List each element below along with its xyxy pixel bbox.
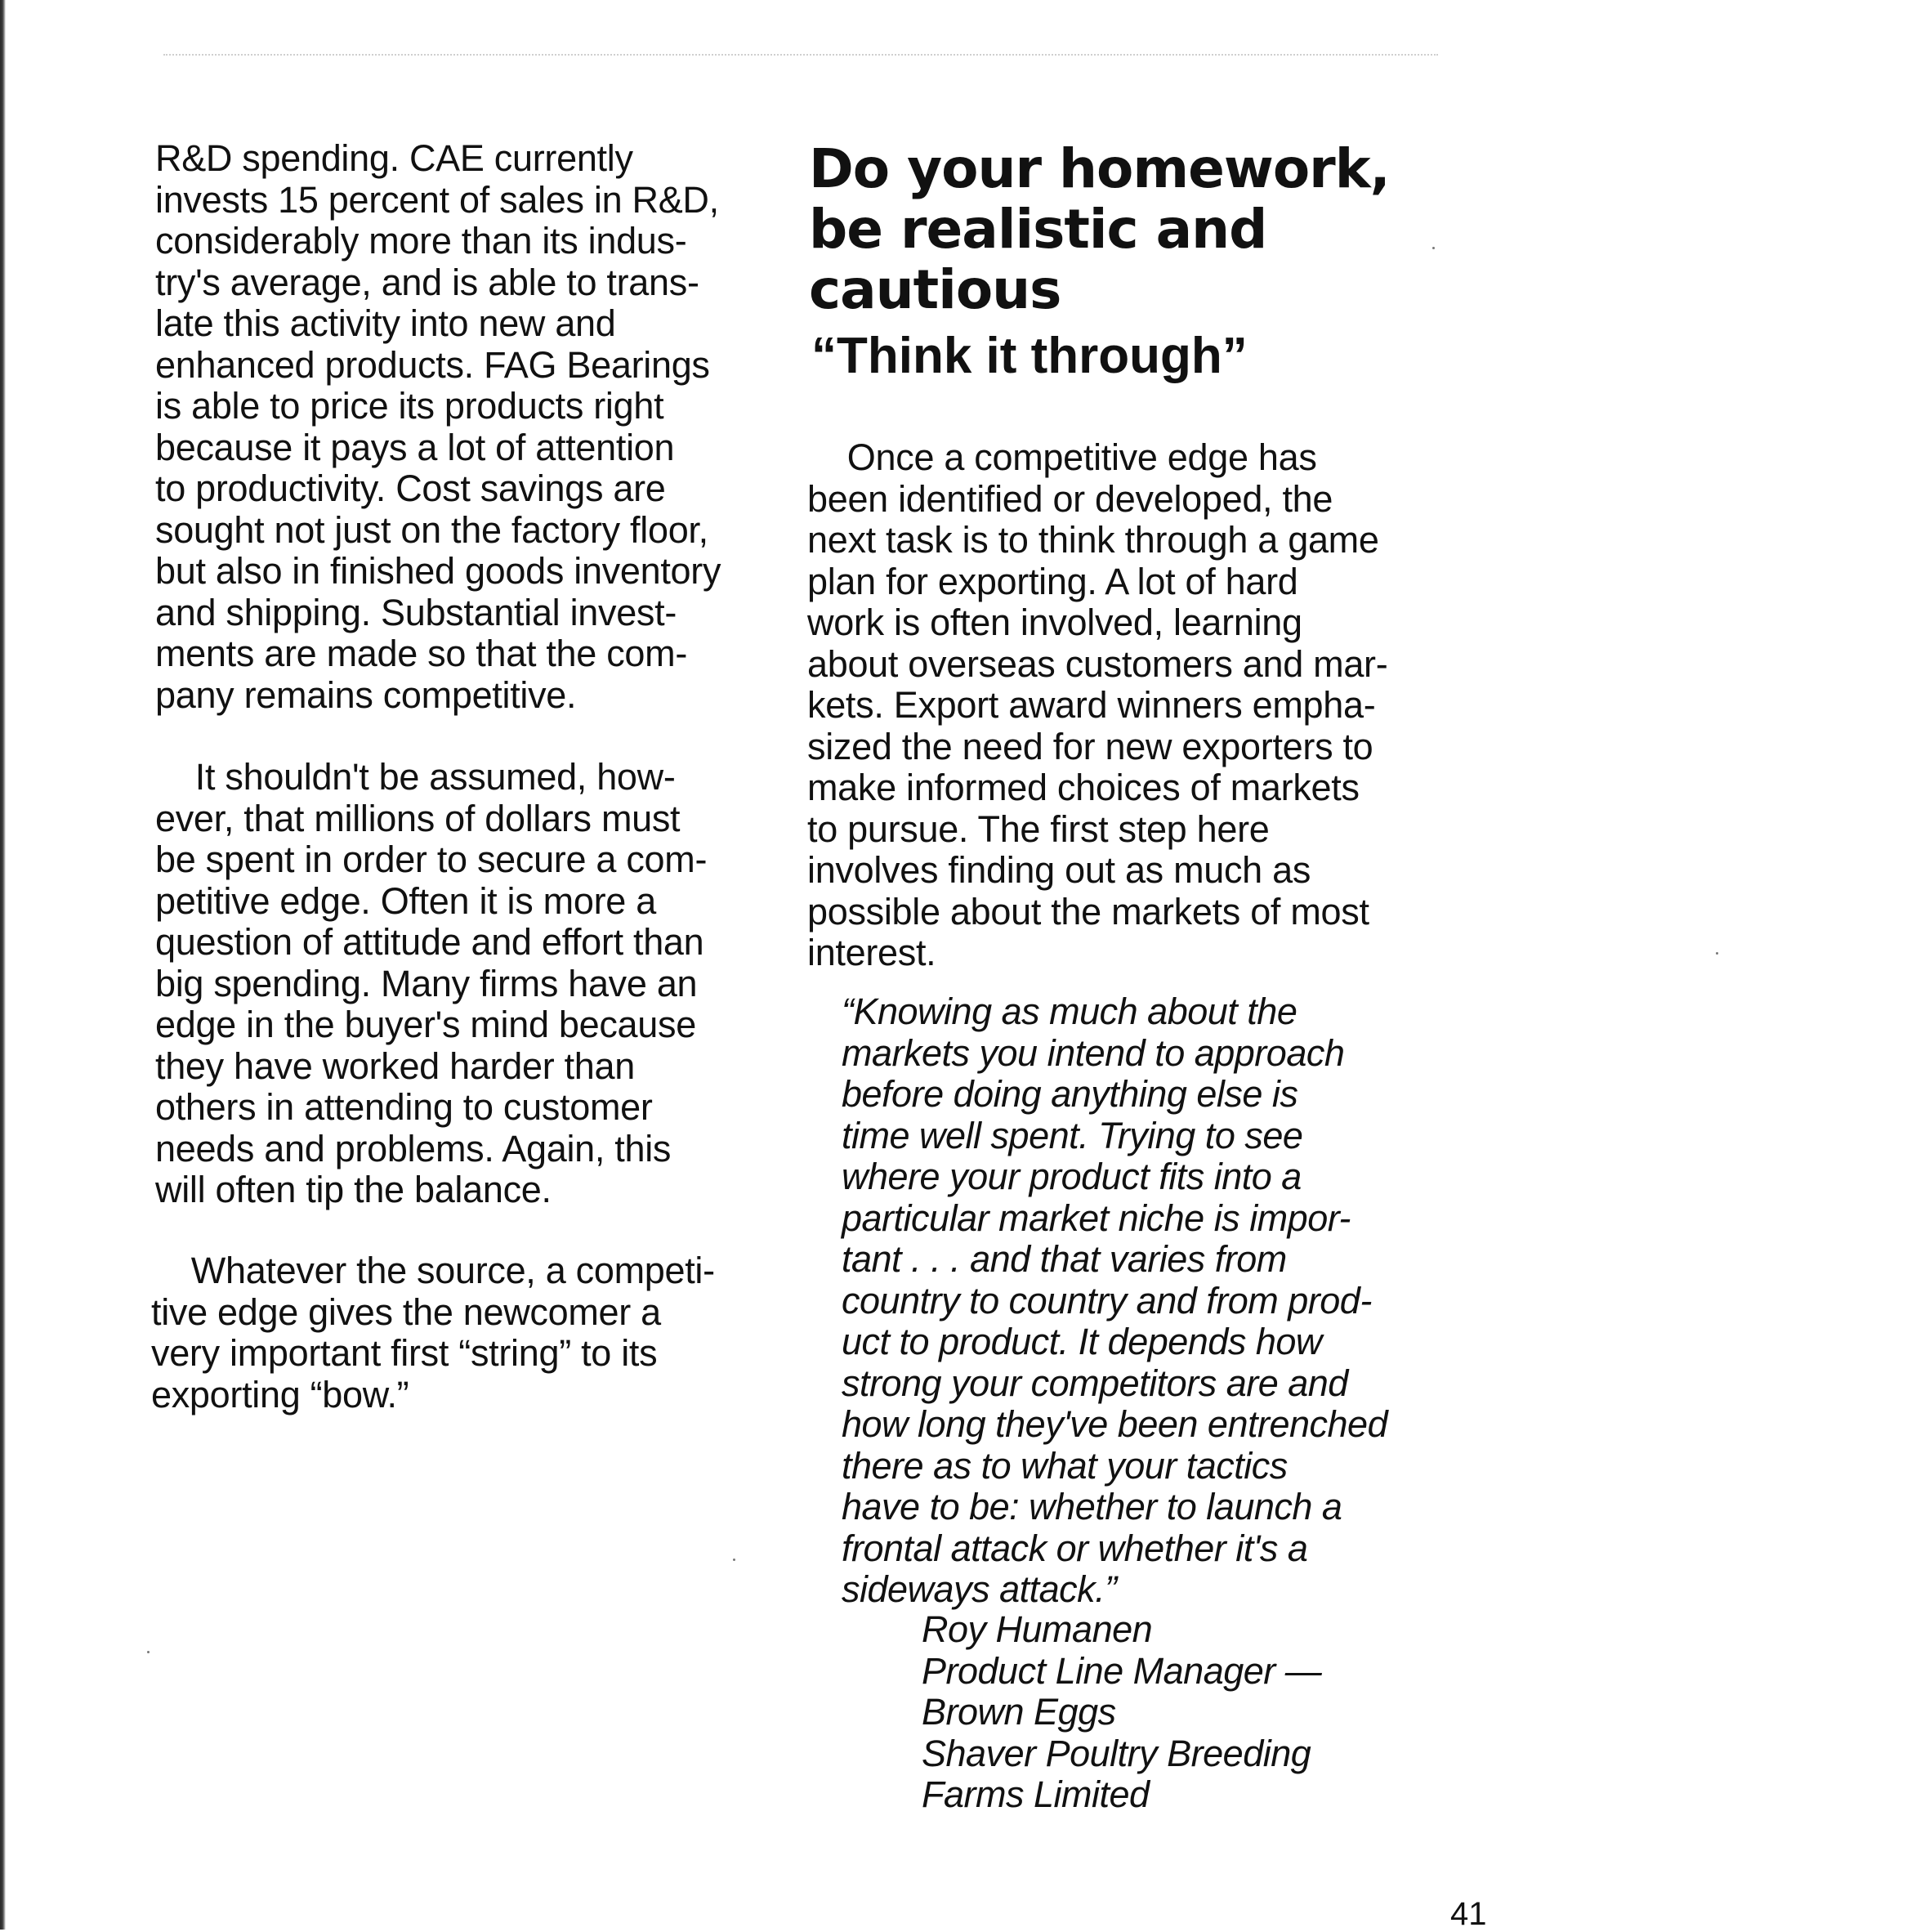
attribution-title: Product Line Manager — [922,1649,1322,1692]
left-paragraph-2: It shouldn't be assumed, how- ever, that millions of dollars must be spent in order to secure a com- petitive edge. Often it is more a question of attitude and effort than big spending. Many firms have an edge in the buyer's mind because they have worked harder than others in attending to customer needs and problems. Again, this will often tip the balance. [155,756,708,1210]
scan-speck [147,1651,150,1653]
scan-noise [163,54,1438,56]
attribution-division: Brown Eggs [922,1691,1116,1733]
right-paragraph-1: Once a competitive edge has been identified or developed, the next task is to think through a game plan for exporting. A lot of hard work is often involved, learning about overseas customers and mar- kets. Export award winners empha- sized the need for new exporters to make informed choices of markets to pursue. The first step here involves finding out as much as possible about the markets of most interest. [807,436,1388,973]
scan-speck [1716,952,1718,955]
attribution-company-line-2: Farms Limited [922,1773,1150,1815]
left-paragraph-3: Whatever the source, a competi- tive edge gives the newcomer a very important first “string” to its exporting “bow.” [151,1250,715,1415]
attribution-company-line-1: Shaver Poultry Breeding [922,1732,1311,1774]
quote-attribution [922,1609,1321,1816]
scan-speck [733,1559,735,1561]
page-number: 41 [1450,1896,1487,1932]
section-heading: Do your homework, be realistic and cautious [809,137,1390,321]
section-subheading: “Think it through” [811,328,1248,384]
left-paragraph-1: R&D spending. CAE currently invests 15 percent of sales in R&D, considerably more than its indus- try's average, and is able to trans- late this activity into new and enhanced products. FAG Bearings is able to price its products right because it pays a lot of attention to productivity. Cost savings are sought not just on the factory floor, but also in finished goods inventory and shipping. Substantial invest- ments are made so that the com- pany remains competitive. [155,137,721,716]
scan-edge [0,0,6,1930]
scan-speck [1432,247,1435,249]
testimonial-quote: “Knowing as much about the markets you intend to approach before doing anything else is time well spent. Trying to see where your product fits into a particular market niche is impor- tant . . . and that varies from country to country and from prod- uct to product. It depends how strong your competitors are and how long they've been entrenched there as to what your tactics have to be: whether to launch a frontal attack or whether it's a sideways attack.” [842,991,1388,1610]
attribution-name: Roy Humanen [922,1608,1153,1650]
